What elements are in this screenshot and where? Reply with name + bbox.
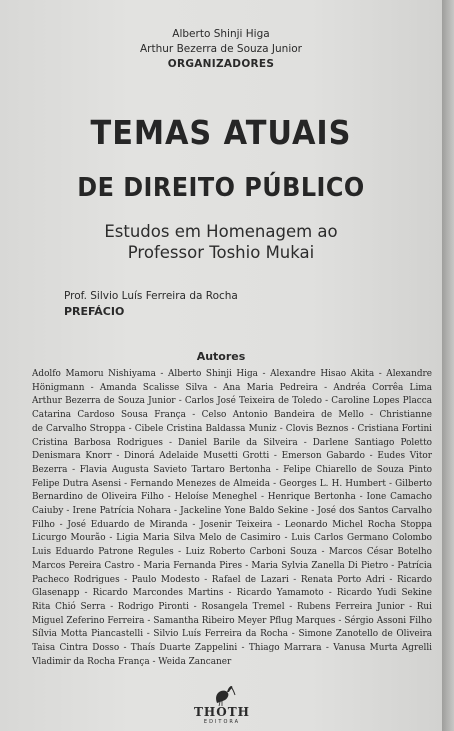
author-line: Glasenapp - Ricardo Marcondes Martins - Ricardo Yamamoto - Ricardo Yudi Sekine xyxy=(32,588,432,599)
preface-block xyxy=(64,288,238,320)
author-line: Taisa Cintra Dosso - Thaís Duarte Zappelini - Thiago Marrara - Vanusa Murta Agrelli xyxy=(32,643,432,654)
author-line: Hönigmann - Amanda Scalisse Silva - Ana Maria Pedreira - Andréa Corrêa Lima xyxy=(32,382,432,393)
publisher-logo xyxy=(186,684,258,725)
organizer-name: Alberto Shinji Higa xyxy=(172,28,270,40)
author-line: Sílvia Motta Piancastelli - Silvio Luís Ferreira da Rocha - Simone Zanotello de Oliveira xyxy=(32,629,432,640)
organizer-name: Arthur Bezerra de Souza Junior xyxy=(140,43,302,55)
author-line: Cristina Barbosa Rodrigues - Daniel Barile da Silveira - Darlene Santiago Poletto xyxy=(32,437,432,448)
author-line: Marcos Pereira Castro - Maria Fernanda Pires - Maria Sylvia Zanella Di Pietro - Patrícia xyxy=(32,560,432,571)
preface-author: Prof. Silvio Luís Ferreira da Rocha xyxy=(64,290,238,302)
subtitle-line1: Estudos em Homenagem ao xyxy=(104,222,338,241)
author-line: Caiuby - Irene Patrícia Nohara - Jackeline Yone Baldo Sekine - José dos Santos Carvalho xyxy=(32,506,432,517)
page-edge xyxy=(442,0,454,731)
book-title-line2: DE DIREITO PÚBLICO xyxy=(77,173,365,203)
author-line: de Carvalho Stroppa - Cibele Cristina Baldassa Muniz - Clovis Beznos - Cristiana Fortini xyxy=(32,423,432,434)
author-line: Denismara Knorr - Dinorá Adelaide Musetti Grotti - Emerson Gabardo - Eudes Vitor xyxy=(32,451,432,462)
author-line: Felipe Dutra Asensi - Fernando Menezes de Almeida - Georges L. H. Humbert - Gilberto xyxy=(32,478,432,489)
author-line: Luis Eduardo Patrone Regules - Luiz Roberto Carboni Souza - Marcos César Botelho xyxy=(32,547,432,558)
author-line: Adolfo Mamoru Nishiyama - Alberto Shinji Higa - Alexandre Hisao Akita - Alexandre xyxy=(32,369,432,379)
author-line: Bernardino de Oliveira Filho - Heloíse Meneghel - Henrique Bertonha - Ione Camacho xyxy=(32,492,432,503)
book-title-line1: TEMAS ATUAIS xyxy=(90,113,352,152)
author-line: Licurgo Mourão - Ligia Maria Silva Melo de Casimiro - Luis Carlos Germano Colombo xyxy=(32,533,432,544)
authors-list xyxy=(32,368,432,669)
organizers-block xyxy=(0,27,442,72)
ibis-bird-icon xyxy=(207,684,237,706)
author-line: Miguel Zeferino Ferreira - Samantha Ribeiro Meyer Pflug Marques - Sérgio Assoni Filho xyxy=(32,615,432,626)
organizers-label: ORGANIZADORES xyxy=(167,58,275,70)
subtitle-line2: Professor Toshio Mukai xyxy=(127,243,315,262)
author-line: Rita Chió Serra - Rodrigo Pironti - Rosangela Tremel - Rubens Ferreira Junior - Rui xyxy=(32,601,432,612)
author-line: Catarina Cardoso Sousa França - Celso Antonio Bandeira de Mello - Christianne xyxy=(32,410,432,421)
author-line: Pacheco Rodrigues - Paulo Modesto - Rafael de Lazari - Renata Porto Adri - Ricardo xyxy=(32,574,432,585)
author-line: Vladimir da Rocha França - Weida Zancaner xyxy=(32,656,232,667)
preface-label: PREFÁCIO xyxy=(64,305,125,318)
publisher-name: THOTH xyxy=(194,705,250,719)
publisher-subtitle: EDITORA xyxy=(203,719,241,725)
author-line: Bezerra - Flavia Augusta Savieto Tartaro Bertonha - Felipe Chiarello de Souza Pinto xyxy=(32,464,432,475)
book-subtitle xyxy=(0,221,442,263)
author-line: Arthur Bezerra de Souza Junior - Carlos José Teixeira de Toledo - Caroline Lopes Placca xyxy=(32,396,432,407)
author-line: Filho - José Eduardo de Miranda - Josenir Teixeira - Leonardo Michel Rocha Stoppa xyxy=(32,519,432,530)
authors-heading: Autores xyxy=(196,350,246,363)
